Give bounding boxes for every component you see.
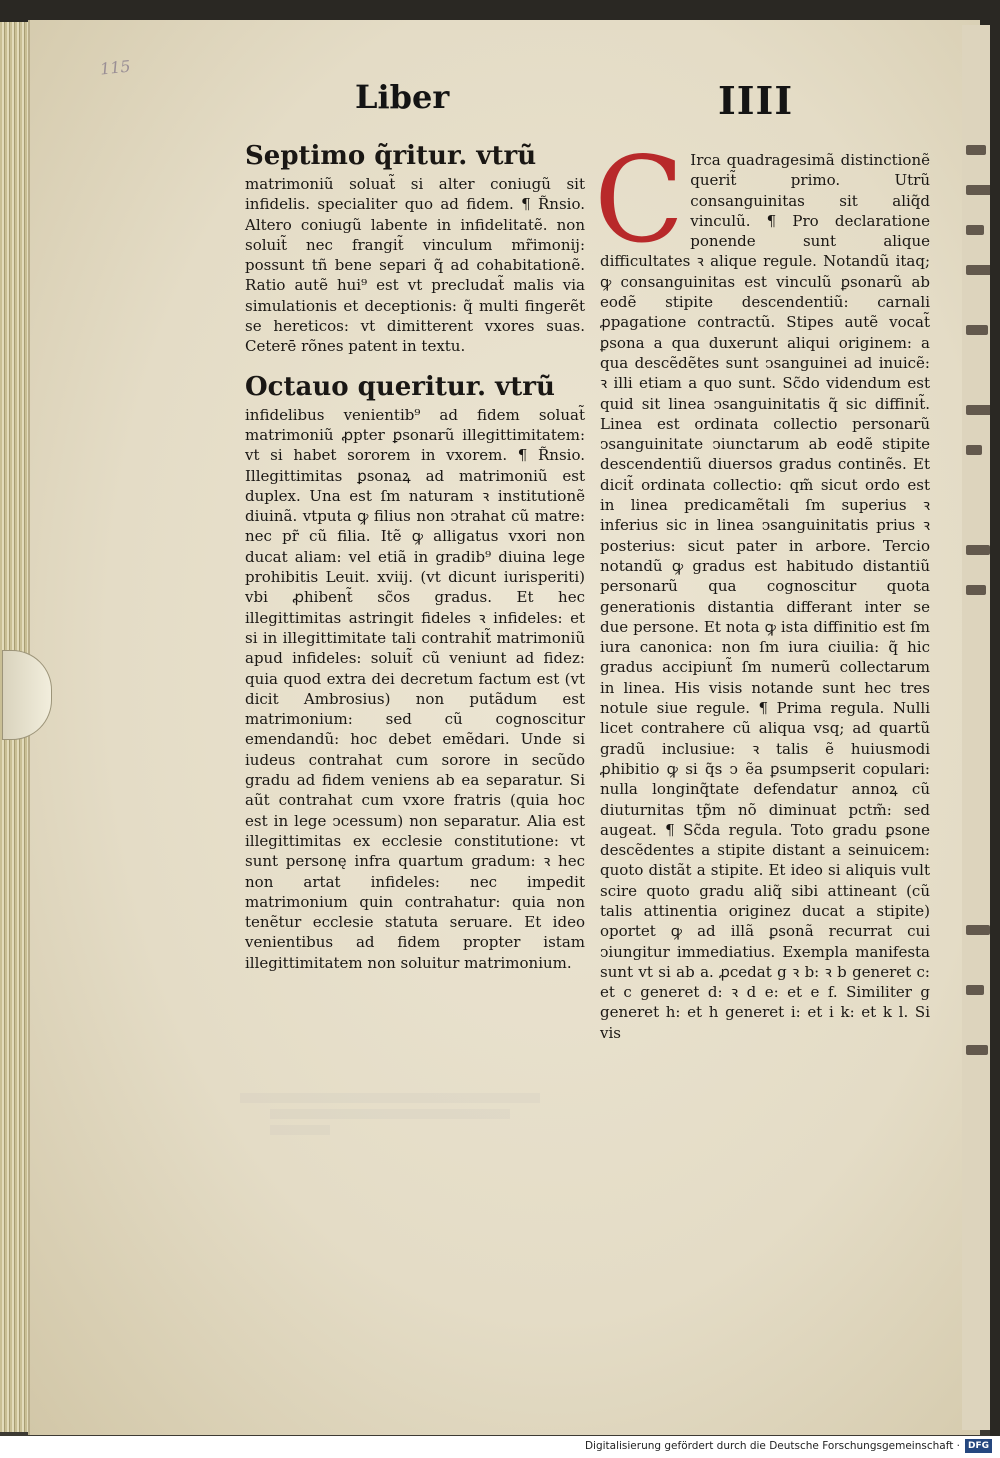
pencil-folio-note: 115 [99, 56, 132, 79]
dfg-logo: DFG [965, 1439, 992, 1453]
question-seven [245, 140, 585, 357]
question-seven-text: matrimoniũ soluat̃ si alter coniugũ sit infidelis. specialiter quo ad fidem. ¶ R̃nsio. Altero coniugũ labente in infidelitatẽ. non soluit̃ nec frangit̃ vinculum mr̃imonij: possunt tñ bene separi q̃ ad cohabitationẽ. Ratio autẽ hui⁹ est vt precludat̃ malis via simulationis et deceptionis: q̃ multi fingerẽt se hereticos: vt dimitterent vxores suas. Ceterē rõnes patent in textu. [245, 175, 585, 356]
running-head-left: Liber [355, 78, 450, 116]
red-initial-letter: C [594, 131, 685, 269]
left-column [245, 140, 585, 973]
footer-credit: Digitalisierung gefördert durch die Deutsche Forschungsgemeinschaft · [584, 1440, 960, 1452]
question-seven-heading: Septimo q̃ritur. vtrũ [245, 141, 537, 171]
distinction-forty [594, 131, 930, 1043]
question-eight-text: infidelibus venientib⁹ ad fidem soluat̃ matrimoniũ ꝓpter ꝑsonarũ illegittimitatem: vt si habet sororem in vxorem. ¶ R̃nsio. Illegittimitas ꝑsonaꝝ ad matrimoniũ est duplex. Una est ſm naturam ꝛ institutionẽ diuinã. vtputa ꝙ filius non ↄtrahat cũ matre: nec pr̃ cũ filia. Itẽ ꝙ alligatus vxori non ducat aliam: vel etiã in gradib⁹ diuina lege prohibitis Leuit. xviij. (vt dicunt iurisperiti) vbi ꝓhibent̃ sc̃os gradus. Et hec illegittimitas astringit fideles ꝛ infideles: et si in illegittimitate tali contrahit̃ matrimoniũ apud infideles: soluit̃ cũ veniunt ad fidez: quia quod extra dei decretum factum est (vt dicit Ambrosius) non putãdum est matrimonium: sed cũ cognoscitur emendandũ: hoc debet emẽdari. Unde si iudeus contrahat cum sorore in secũdo gradu ad fidem veniens ab ea separatur. Si aũt contrahat cum vxore fratris (quia hoc est in lege ↄcessum) non separatur. Alia est illegittimitas ex ecclesie constitutione: vt sunt personę infra quartum gradum: ꝛ hec non artat infideles: nec impedit matrimonium quin contrahatur: quia non tenẽtur ecclesie statuta seruare. Et ideo venientibus ad fidem propter istam illegittimitatem non soluitur matrimonium. [245, 405, 585, 972]
bleed-through-text [240, 1090, 580, 1141]
question-eight [245, 371, 585, 973]
distinction-forty-text: Irca quadragesimã distinctionẽ querit̃ primo. Utrũ consanguinitas sit aliq̃d vinculũ. ¶ Pro declaratione ponende sunt alique difficultates ꝛ alique regule. Notandũ itaq; ꝙ consanguinitas est vinculũ ꝑsonarũ ab eodẽ stipite descendentiũ: carnali ꝓpagatione contractũ. Stipes autẽ vocat̃ ꝑsona a qua duxerunt aliqui originem: a qua descẽdẽtes sunt ↄsanguinei ad inuicẽ: ꝛ illi etiam a quo sunt. Sc̃do videndum est quid sit linea ↄsanguinitatis q̃ sic diffinit̃. Linea est ordinata collectio personarũ ↄsanguinitate ↄiunctarum ab eodẽ stipite descendentiũ diuersos gradus continẽs. Et dicit̃ ordinata collectio: qm̃ sicut ordo est in linea predicamẽtali ſm superius ꝛ inferius sic in linea ↄsanguinitatis prius ꝛ posterius: sicut pater in arbore. Tercio notandũ ꝙ gradus est habitudo distantiũ personarũ qua cognoscitur quota generationis distantia differant inter se due persone. Et nota ꝙ ista diffinitio est ſm iura canonica: non ſm iura ciuilia: q̃ hic gradus accipiunt̃ ſm numerũ collectarum in linea. His visis notande sunt hec tres notule siue regule. ¶ Prima regula. Nulli licet contrahere cũ aliqua vsq; ad quartũ gradũ inclusiue: ꝛ talis ẽ huiusmodi ꝓhibitio ꝙ si q̃s ↄ ẽa ꝑsumpserit copulari: nulla longinq̃tate defendatur annoꝝ cũ diuturnitas tp̃m nõ diminuat pctm̃: sed augeat. ¶ Sc̃da regula. Toto gradu ꝑsone descẽdentes a stipite distant a seinuicem: quoto distãt a stipite. Et ideo si aliquis vult scire quoto gradu aliq̃ sibi attineant (cũ talis attinentia originez ducat a stipite) oportet ꝙ ad illã ꝑsonã recurrat cui ↄiungitur immediatius. Exempla manifesta sunt vt si ab a. ꝓcedat g ꝛ b: ꝛ b generet c: et c generet d: ꝛ d e: et e f. Similiter g generet h: et h generet i: et i k: et k l. Si vis [600, 151, 930, 1042]
question-eight-heading: Octauo queritur. vtrũ [245, 371, 555, 402]
running-head-right: IIII [718, 78, 794, 123]
digitization-footer [0, 1436, 1000, 1458]
right-column [594, 131, 930, 1043]
scanner-frame-right [990, 0, 1000, 1458]
